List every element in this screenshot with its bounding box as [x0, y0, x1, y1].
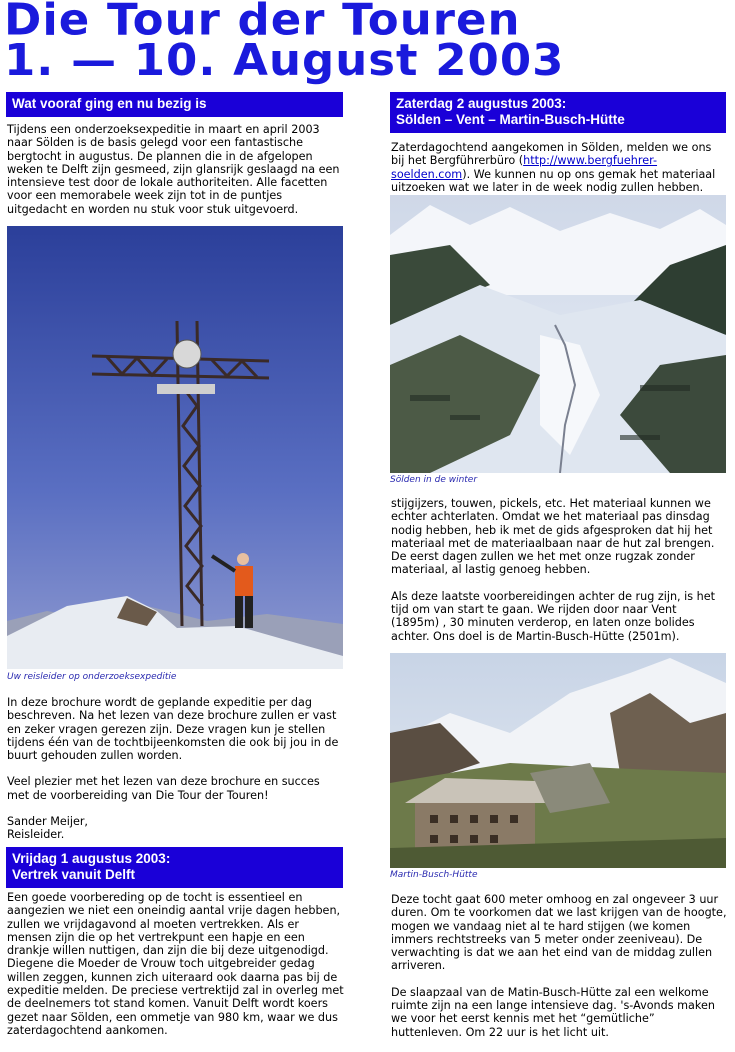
photo-caption-summit: Uw reisleider op onderzoeksexpeditie: [7, 672, 177, 682]
brochure-section: [7, 696, 345, 842]
bergfuehrer-link[interactable]: http://www.bergfuehrer-soelden.com: [391, 154, 658, 181]
brochure-paragraph: In deze brochure wordt de geplande expeditie per dag beschreven. Na het lezen van deze brochure zullen er vast en zeker vragen gerezen zijn. Deze vragen kun je stellen tijdens één van de tochtbijeenkomsten die ook bij jou in de buurt gehouden zullen worden.: [7, 696, 339, 763]
page-title: [4, 0, 734, 86]
photo-soelden-winter: [390, 195, 726, 473]
soelden-winter-image: [390, 195, 726, 473]
title-line-1: Die Tour der Touren: [4, 0, 521, 46]
title-line-2: 1. — 10. August 2003: [4, 34, 565, 86]
vent-paragraph: Als deze laatste voorbereidingen achter de rug zijn, is het tijd om van start te gaan. We rijden door naar Vent (1895m) , 30 minuten verderop, en laten onze bolides achter. Ons doel is de Martin-Busch-Hütte (2501m).: [391, 589, 716, 643]
section-heading-friday: [6, 847, 343, 888]
signature-name: Sander Meijer,: [7, 815, 88, 829]
intro-paragraph: Tijdens een onderzoeksexpeditie in maart en april 2003 naar Sölden is de basis gelegd voor een fantastische bergtocht in augustus. De plannen die in de afgelopen weken te Delft zijn gesmeed, zijn glansrijk geslaagd na een intensieve test door de lokale authoriteiten. Alle facetten voor een memorabele week zijn tot in de puntjes uitgedacht en worden nu stuk voor stuk uitgevoerd.: [7, 123, 340, 216]
material-paragraph: stijgijzers, touwen, pickels, etc. Het materiaal kunnen we echter achterlaten. Omdat we het materiaal pas dinsdag nodig hebben, heb ik met de gids afgesproken dat hij het materiaal met de materiaalbaan naar de hut zal brengen. De eerst dagen zullen we het met onze rugzak zonder materiaal, al lastig genoeg hebben.: [391, 497, 715, 577]
section-heading-saturday: [390, 92, 726, 133]
photo-martin-busch-huette: [390, 653, 726, 868]
saturday-heading-line-2: Sölden – Vent – Martin-Busch-Hütte: [396, 112, 625, 127]
friday-heading-line-1: Vrijdag 1 augustus 2003:: [12, 851, 171, 866]
summit-cross-image: [7, 226, 343, 669]
saturday-text-end: ). We kunnen nu op ons gemak het materiaal uitzoeken wat we later in de week nodig zullen hebben.: [391, 167, 716, 194]
closing-paragraph: Veel plezier met het lezen van deze brochure en succes met de voorbereiding van Die Tour der Touren!: [7, 775, 320, 802]
saturday-continued: [391, 497, 727, 656]
photo-caption-huette: Martin-Busch-Hütte: [390, 870, 478, 880]
saturday-final: [391, 893, 727, 1052]
photo-summit-cross: [7, 226, 343, 669]
friday-heading-line-2: Vertrek vanuit Delft: [12, 867, 136, 882]
section-heading-intro: [6, 92, 343, 117]
saturday-heading-line-1: Zaterdag 2 augustus 2003:: [396, 96, 567, 111]
martin-busch-huette-image: [390, 653, 726, 868]
saturday-text-start: Zaterdagochtend aangekomen in Sölden, melden we ons bij het Bergführerbüro (: [391, 141, 712, 168]
signature-role: Reisleider.: [7, 828, 65, 842]
section-heading-text: Wat vooraf ging en nu bezig is: [12, 96, 207, 111]
photo-caption-soelden: Sölden in de winter: [390, 475, 478, 485]
hut-paragraph: De slaapzaal van de Matin-Busch-Hütte zal een welkome ruimte zijn na een lange intensieve dag. 's-Avonds maken we voor het eerst kennis met het “gemütliche” huttenleven. Om 22 uur is het licht uit.: [391, 985, 715, 1039]
climb-paragraph: Deze tocht gaat 600 meter omhoog en zal ongeveer 3 uur duren. Om te voorkomen dat we last krijgen van de hoogte, mogen we vandaag niet al te hard stijgen (we komen immers rechtstreeks van 5 meter onder zeeniveau). De verwachting is dat we aan het eind van de middag zullen arriveren.: [391, 893, 727, 973]
friday-paragraph: Een goede voorbereding op de tocht is essentieel en aangezien we niet een oneindig aantal vrije dagen hebben, zullen we vrijdagavond al moeten vertrekken. Als er mensen zijn die op het vertrekpunt een hapje en een drankje willen nuttigen, dan zijn die bij deze uitgenodigd. Diegene die Moeder de Vrouw toch uitgebreider gedag willen zeggen, kunnen zich uiteraard ook daarna pas bij de expeditie melden. De preciese vertrektijd zal in overleg met de deelnemers tot stand komen. Vanuit Delft wordt koers gezet naar Sölden, een ommetje van 980 km, waar we dus zaterdagochtend aankomen.: [7, 891, 344, 1037]
